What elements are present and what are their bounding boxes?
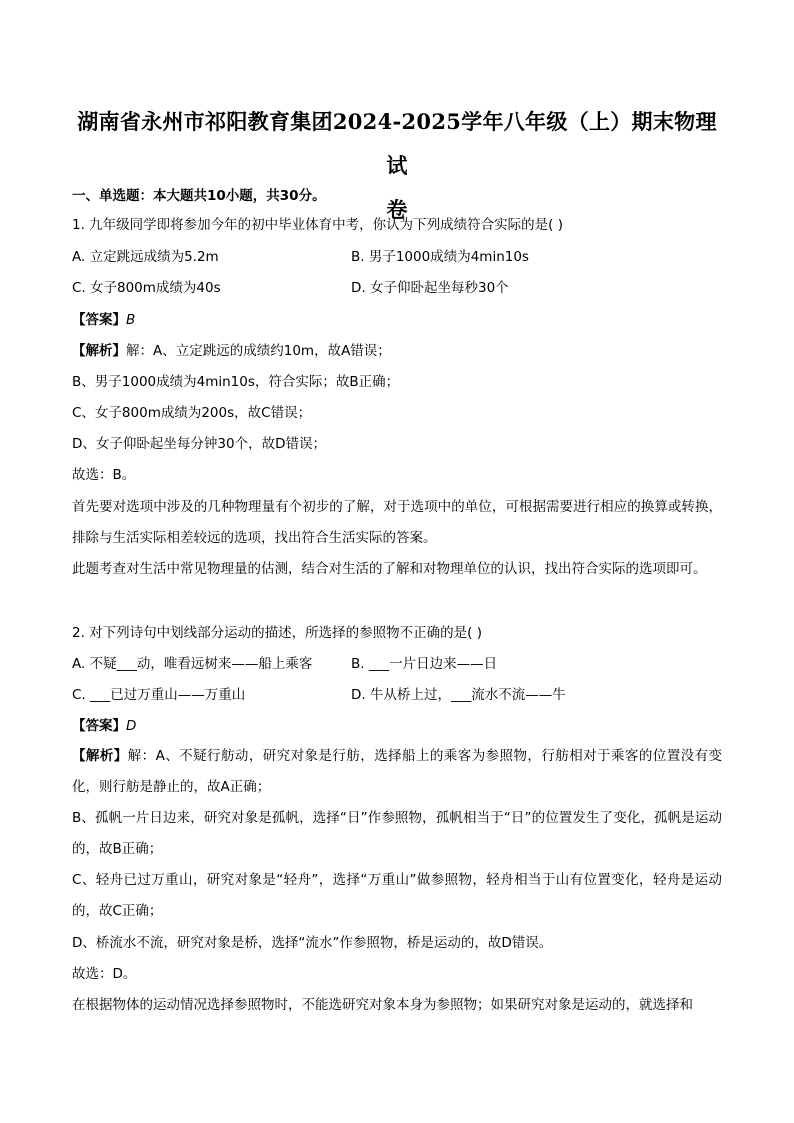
q2-option-a: A. 不疑___动，唯看远树来——船上乘客 bbox=[72, 656, 313, 672]
document-title bbox=[72, 100, 722, 232]
q2-option-c: C. ___已过万重山——万重山 bbox=[72, 687, 246, 703]
answer-tag: 【答案】 bbox=[72, 312, 126, 328]
q2-note-1: 在根据物体的运动情况选择参照物时，不能选研究对象本身为参照物；如果研究对象是运动的，就选择和 bbox=[72, 997, 693, 1013]
q2-analysis-3: C、轻舟已过万重山，研究对象是“轻舟”，选择“万重山”做参照物，轻舟相当于山有位置变化，轻舟是运动的，故C正确； bbox=[72, 872, 722, 919]
q1-analysis-3: C、女子800m成绩为200s，故C错误； bbox=[72, 405, 312, 421]
q2-stem: 2. 对下列诗句中划线部分运动的描述，所选择的参照物不正确的是( ) bbox=[72, 625, 482, 641]
q1-note-2: 此题考查对生活中常见物理量的估测，结合对生活的了解和对物理单位的认识，找出符合实际的选项即可。 bbox=[72, 561, 707, 577]
q2-option-b: B. ___一片日边来——日 bbox=[351, 656, 498, 672]
title-line-2: 卷 bbox=[386, 197, 408, 222]
q1-option-b: B. 男子1000成绩为4min10s bbox=[351, 249, 529, 265]
q1-option-a: A. 立定跳远成绩为5.2m bbox=[72, 249, 219, 265]
section-heading: 一、单选题：本大题共10小题，共30分。 bbox=[72, 188, 326, 204]
q1-option-c: C. 女子800m成绩为40s bbox=[72, 280, 221, 296]
q1-option-d: D. 女子仰卧起坐每秒30个 bbox=[351, 280, 509, 296]
q2-choose: 故选：D。 bbox=[72, 966, 137, 982]
q1-choose: 故选：B。 bbox=[72, 467, 136, 483]
answer-value: D bbox=[126, 718, 137, 734]
q1-analysis-4: D、女子仰卧起坐每分钟30个，故D错误； bbox=[72, 436, 326, 452]
analysis-text: 解：A、立定跳远的成绩约10m，故A错误； bbox=[126, 343, 391, 359]
answer-tag: 【答案】 bbox=[72, 718, 126, 734]
q2-option-d: D. 牛从桥上过，___流水不流——牛 bbox=[351, 687, 566, 703]
q2-analysis-2: B、孤帆一片日边来，研究对象是孤帆，选择“日”作参照物，孤帆相当于“日”的位置发生了变化，孤帆是运动的，故B正确； bbox=[72, 810, 722, 857]
q1-analysis-1 bbox=[72, 341, 722, 361]
title-line-1: 湖南省永州市祁阳教育集团2024-2025学年八年级（上）期末物理试 bbox=[77, 109, 717, 178]
q1-stem: 1. 九年级同学即将参加今年的初中毕业体育中考，你认为下列成绩符合实际的是( ) bbox=[72, 217, 563, 233]
analysis-tag: 【解析】 bbox=[72, 343, 126, 359]
q2-analysis-4: D、桥流水不流，研究对象是桥，选择“流水”作参照物，桥是运动的，故D错误。 bbox=[72, 935, 553, 951]
q1-answer bbox=[72, 310, 722, 330]
q2-answer bbox=[72, 716, 722, 736]
analysis-text: 解：A、不疑行舫动，研究对象是行舫，选择船上的乘客为参照物，行舫相对于乘客的位置没有变化，则行舫是静止的，故A正确； bbox=[72, 748, 722, 795]
q1-note-1: 首先要对选项中涉及的几种物理量有个初步的了解，对于选项中的单位，可根据需要进行相应的换算或转换，排除与生活实际相差较远的选项，找出符合生活实际的答案。 bbox=[72, 499, 722, 546]
answer-value: B bbox=[126, 312, 136, 328]
analysis-tag: 【解析】 bbox=[72, 748, 128, 764]
q1-analysis-2: B、男子1000成绩为4min10s，符合实际；故B正确； bbox=[72, 374, 400, 390]
q2-analysis-1 bbox=[72, 741, 722, 803]
